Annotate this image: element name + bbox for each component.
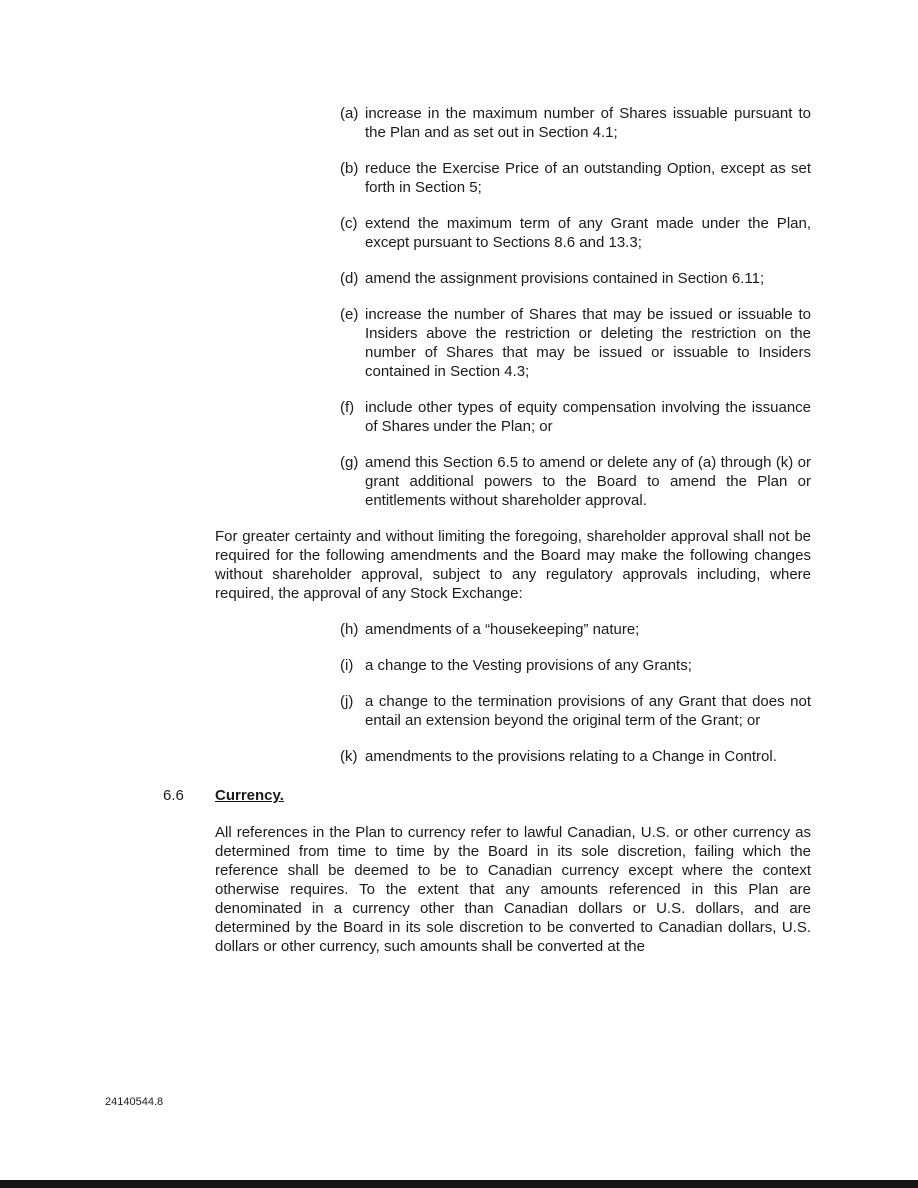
list-item [340, 159, 811, 197]
list-item-text: amendments to the provisions relating to a Change in Control. [365, 748, 777, 765]
list-item-text: increase the number of Shares that may be issued or issuable to Insiders above the restriction or deleting the restriction on the number of Shares that may be issued or issuable to Insiders contained in Section 4.3; [365, 306, 811, 380]
list-item-label: (d) [340, 270, 359, 287]
list-item-text: reduce the Exercise Price of an outstanding Option, except as set forth in Section 5; [365, 160, 811, 196]
list-item-label: (g) [340, 454, 359, 471]
list-item [340, 398, 811, 436]
list-item [340, 214, 811, 252]
section-title: Currency. [215, 787, 284, 804]
list-item [340, 305, 811, 381]
list-item-label: (i) [340, 657, 354, 674]
list-item-text: amendments of a “housekeeping” nature; [365, 621, 640, 638]
list-item-label: (a) [340, 105, 359, 122]
list-item [340, 692, 811, 730]
list-item [340, 747, 811, 766]
paragraph-currency-body: All references in the Plan to currency refer to lawful Canadian, U.S. or other currency as determined from time to time by the Board in its sole discretion, failing which the reference shall be deemed to be to Canadian currency except where the context otherwise requires. To the extent that any amounts referenced in this Plan are denominated in a currency other than Canadian dollars or U.S. dollars, and are determined by the Board in its sole discretion to be converted to Canadian dollars, U.S. dollars or other currency, such amounts shall be converted at the [215, 824, 811, 955]
list-item-label: (c) [340, 215, 358, 232]
list-item-label: (b) [340, 160, 359, 177]
list-item-label: (f) [340, 399, 355, 416]
paragraph-shareholder-approval: For greater certainty and without limiting the foregoing, shareholder approval shall not be required for the following amendments and the Board may make the following changes without shareholder approval, subject to any regulatory approvals including, where required, the approval of any Stock Exchange: [215, 528, 811, 602]
page-bottom-edge [0, 1180, 918, 1188]
document-number: 24140544.8 [105, 1096, 164, 1108]
list-item [340, 269, 811, 288]
list-item-text: amend the assignment provisions contained in Section 6.11; [365, 270, 765, 287]
list-item-label: (h) [340, 621, 359, 638]
list-item-label: (e) [340, 306, 359, 323]
list-item-text: extend the maximum term of any Grant made under the Plan, except pursuant to Sections 8.6 and 13.3; [365, 215, 811, 251]
document-content [163, 104, 811, 973]
list-item-text: a change to the termination provisions of any Grant that does not entail an extension beyond the original term of the Grant; or [365, 693, 811, 729]
list-item-text: a change to the Vesting provisions of any Grants; [365, 657, 692, 674]
list-item [340, 656, 811, 675]
section-number: 6.6 [163, 787, 184, 804]
list-item-label: (j) [340, 693, 354, 710]
list-item-text: include other types of equity compensation involving the issuance of Shares under the Plan; or [365, 399, 811, 435]
list-item [340, 453, 811, 510]
section-heading-currency [163, 786, 811, 805]
list-item-label: (k) [340, 748, 358, 765]
list-item [340, 104, 811, 142]
list-item-text: amend this Section 6.5 to amend or delete any of (a) through (k) or grant additional powers to the Board to amend the Plan or entitlements without shareholder approval. [365, 454, 811, 509]
list-item [340, 620, 811, 639]
list-item-text: increase in the maximum number of Shares issuable pursuant to the Plan and as set out in Section 4.1; [365, 105, 811, 141]
